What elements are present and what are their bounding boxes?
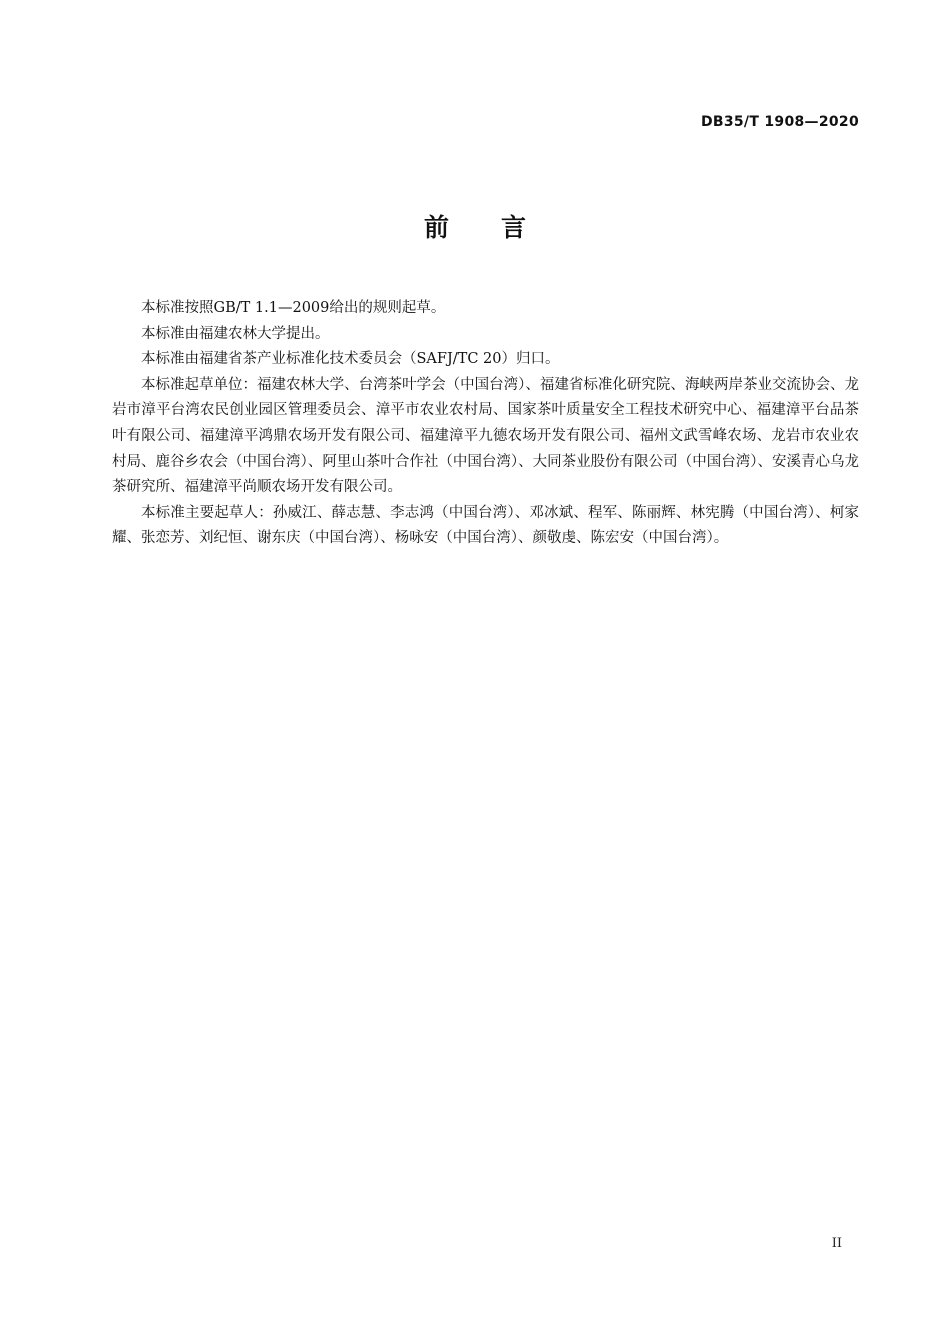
paragraph-drafting-rules: 本标准按照GB/T 1.1—2009给出的规则起草。: [141, 300, 446, 316]
page-number: II: [831, 1236, 842, 1251]
title-char-1: 前: [423, 213, 449, 242]
page-title: [0, 208, 950, 244]
paragraph-main-drafters: 本标准主要起草人：孙威江、薛志慧、李志鸿（中国台湾）、邓冰斌、程军、陈丽辉、林宪腾（中国台湾）、柯家耀、张恋芳、刘纪恒、谢东庆（中国台湾）、杨咏安（中国台湾）、颜敬虔、陈宏安（中国台湾）。: [112, 504, 859, 547]
paragraph-proposer: 本标准由福建农林大学提出。: [141, 325, 330, 342]
paragraph-centralized-unit: 本标准由福建省茶产业标准化技术委员会（SAFJ/TC 20）归口。: [141, 351, 560, 368]
standard-code: DB35/T 1908—2020: [700, 114, 859, 130]
title-char-2: 言: [501, 213, 527, 242]
preface-body: [112, 296, 859, 552]
paragraph-drafting-units: 本标准起草单位：福建农林大学、台湾茶叶学会（中国台湾）、福建省标准化研究院、海峡两岸茶业交流协会、龙岩市漳平台湾农民创业园区管理委员会、漳平市农业农村局、国家茶叶质量安全工程技术研究中心、福建漳平台品茶叶有限公司、福建漳平鸿鼎农场开发有限公司、福建漳平九德农场开发有限公司、福州文武雪峰农场、龙岩市农业农村局、鹿谷乡农会（中国台湾）、阿里山茶叶合作社（中国台湾）、大同茶业股份有限公司（中国台湾）、安溪青心乌龙茶研究所、福建漳平尚顺农场开发有限公司。: [112, 376, 859, 496]
